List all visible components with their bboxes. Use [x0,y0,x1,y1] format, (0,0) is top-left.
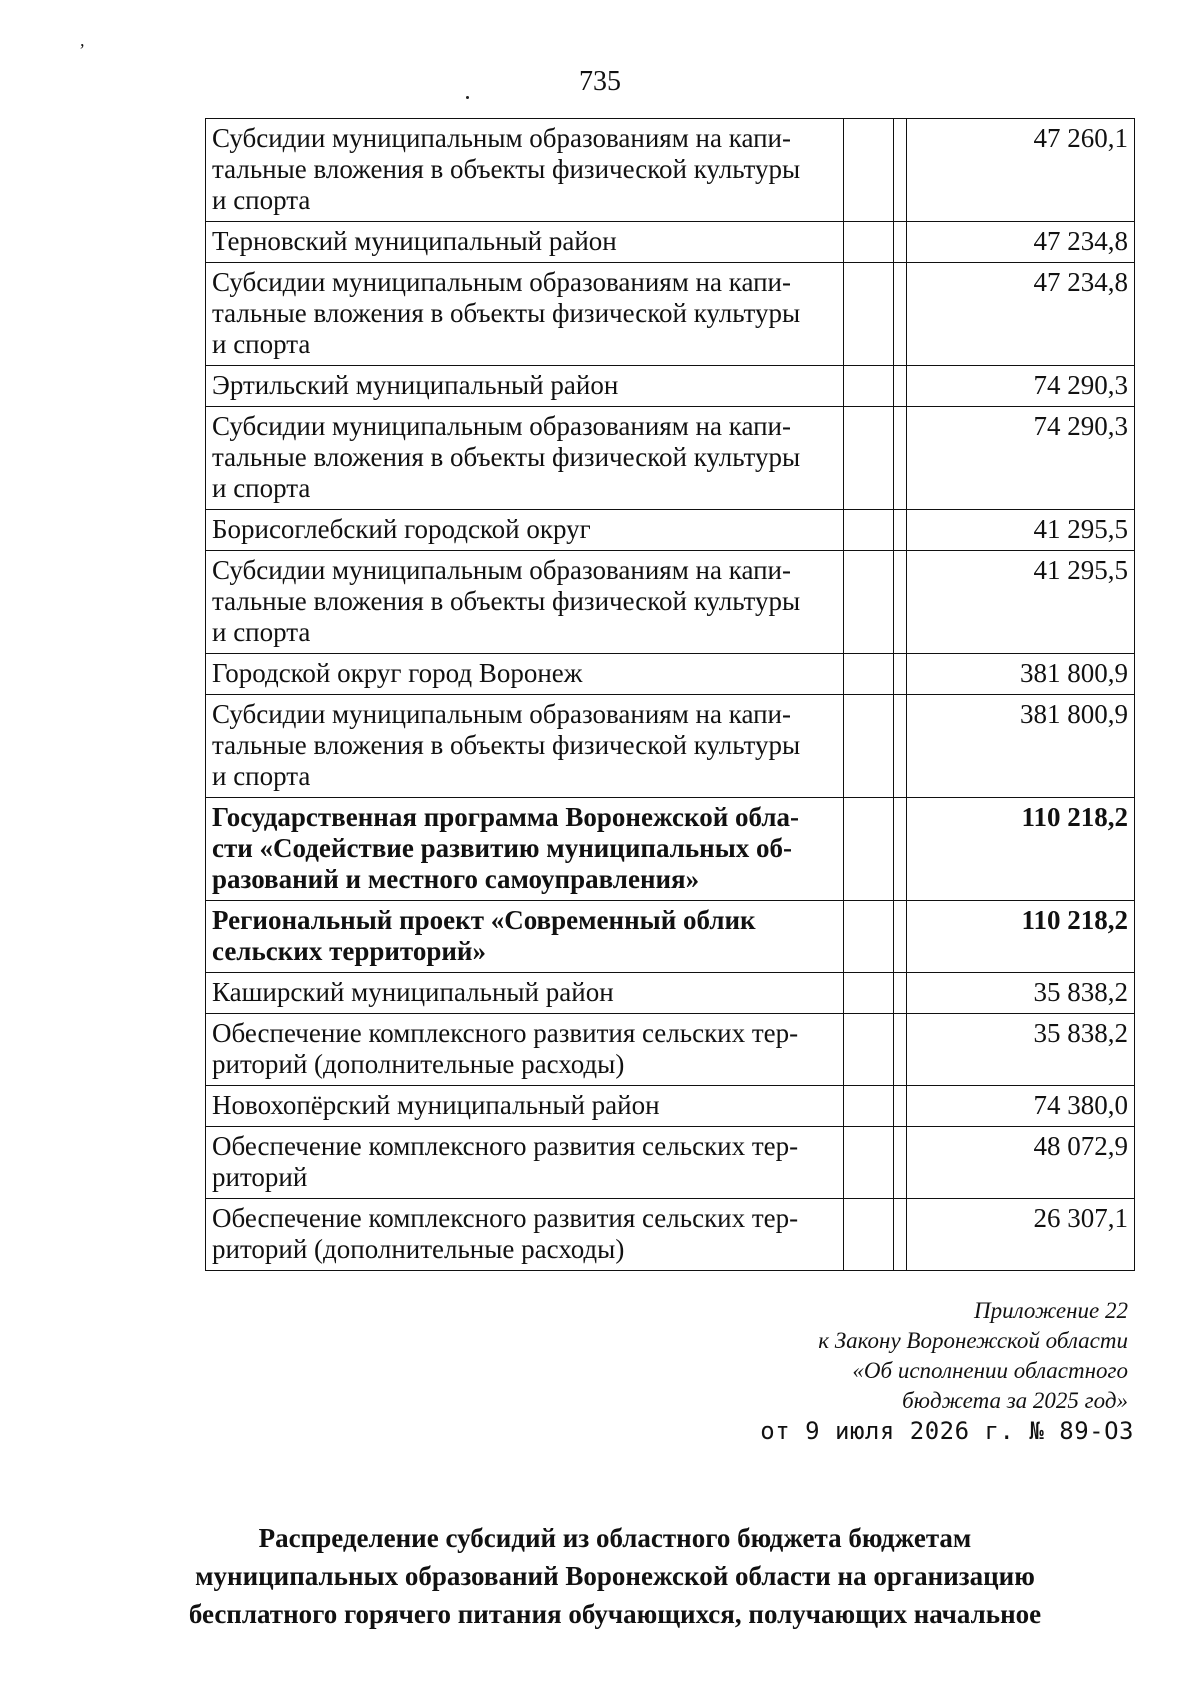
row-value-cell: 48 072,9 [907,1127,1135,1199]
row-value-cell: 41 295,5 [907,551,1135,654]
row-name-line: Обеспечение комплексного развития сельских тер- [212,1131,799,1161]
appendix-line: «Об исполнении областного [852,1358,1128,1383]
row-empty-cell [894,973,907,1014]
row-name-cell [206,1086,844,1127]
row-value-cell: 41 295,5 [907,510,1135,551]
table-row [206,510,1135,551]
row-value-cell: 110 218,2 [907,798,1135,901]
row-empty-cell [894,407,907,510]
row-name-cell [206,263,844,366]
row-empty-cell [894,551,907,654]
document-title-line: бесплатного горячего питания обучающихся, получающих начальное [188,1599,1042,1629]
row-empty-cell [894,1086,907,1127]
table-row [206,551,1135,654]
row-empty-cell [843,551,894,654]
row-empty-cell [894,119,907,222]
page-number: 735 [579,66,621,97]
row-empty-cell [843,119,894,222]
row-name-cell [206,119,844,222]
row-value-cell: 74 290,3 [907,407,1135,510]
row-empty-cell [843,654,894,695]
row-name-line: тальные вложения в объекты физической культуры [212,442,801,472]
row-name-line: Каширский муниципальный район [212,977,614,1007]
row-name-line: и спорта [212,329,311,359]
appendix-line: Приложение 22 [973,1298,1128,1323]
row-empty-cell [843,798,894,901]
table-row [206,119,1135,222]
row-empty-cell [894,1014,907,1086]
table-row [206,1086,1135,1127]
row-empty-cell [843,1086,894,1127]
table-row [206,222,1135,263]
row-name-line: Эртильский муниципальный район [212,370,619,400]
row-value-cell: 47 234,8 [907,263,1135,366]
row-value-cell: 47 234,8 [907,222,1135,263]
row-name-line: и спорта [212,473,311,503]
row-name-cell [206,510,844,551]
table-row [206,654,1135,695]
table-row [206,798,1135,901]
row-empty-cell [894,1127,907,1199]
table-row [206,366,1135,407]
row-value-cell: 35 838,2 [907,1014,1135,1086]
row-name-cell [206,973,844,1014]
table-row [206,901,1135,973]
row-name-line: Городской округ город Воронеж [212,658,583,688]
appendix-note [608,1296,1128,1416]
decree-stamp: от 9 июля 2026 г. № 89-ОЗ [760,1417,1134,1445]
budget-table [205,118,1135,1271]
row-name-cell [206,798,844,901]
row-name-line: тальные вложения в объекты физической культуры [212,154,801,184]
row-empty-cell [894,366,907,407]
row-empty-cell [843,1199,894,1271]
table-row [206,263,1135,366]
row-empty-cell [843,1127,894,1199]
row-value-cell: 47 260,1 [907,119,1135,222]
row-name-cell [206,366,844,407]
row-name-line: Обеспечение комплексного развития сельских тер- [212,1018,799,1048]
row-empty-cell [894,510,907,551]
stray-mark: , [80,30,85,50]
row-empty-cell [894,222,907,263]
row-empty-cell [843,1014,894,1086]
row-name-line: Новохопёрский муниципальный район [212,1090,660,1120]
row-empty-cell [843,901,894,973]
row-empty-cell [843,695,894,798]
row-value-cell: 110 218,2 [907,901,1135,973]
row-name-cell [206,551,844,654]
row-empty-cell [843,263,894,366]
budget-table-body [206,119,1135,1271]
row-name-line: сельских территорий» [212,936,486,966]
row-name-cell [206,695,844,798]
row-value-cell: 381 800,9 [907,654,1135,695]
row-name-line: разований и местного самоуправления» [212,864,700,894]
table-row [206,407,1135,510]
row-value-cell: 26 307,1 [907,1199,1135,1271]
table-row [206,695,1135,798]
row-name-line: Обеспечение комплексного развития сельских тер- [212,1203,799,1233]
table-row [206,1127,1135,1199]
row-name-cell [206,1014,844,1086]
row-empty-cell [843,407,894,510]
row-name-cell [206,407,844,510]
row-empty-cell [894,1199,907,1271]
row-name-line: Региональный проект «Современный облик [212,905,756,935]
row-name-line: Субсидии муниципальным образованиям на капи- [212,123,791,153]
row-empty-cell [843,973,894,1014]
row-name-line: сти «Содействие развитию муниципальных об- [212,833,793,863]
row-name-cell [206,654,844,695]
row-name-line: и спорта [212,761,311,791]
row-name-line: Терновский муниципальный район [212,226,617,256]
row-empty-cell [894,263,907,366]
document-title [150,1519,1080,1633]
row-name-line: тальные вложения в объекты физической культуры [212,298,801,328]
row-empty-cell [843,222,894,263]
row-empty-cell [843,510,894,551]
row-name-line: риторий [212,1162,308,1192]
row-name-cell [206,901,844,973]
row-empty-cell [843,366,894,407]
row-empty-cell [894,901,907,973]
row-name-cell [206,1127,844,1199]
row-name-line: Борисоглебский городской округ [212,514,591,544]
row-name-line: Государственная программа Воронежской обла- [212,802,799,832]
row-name-line: Субсидии муниципальным образованиям на капи- [212,411,791,441]
row-value-cell: 381 800,9 [907,695,1135,798]
row-empty-cell [894,798,907,901]
row-name-cell [206,1199,844,1271]
appendix-line: бюджета за 2025 год» [902,1388,1128,1413]
table-row [206,1199,1135,1271]
row-empty-cell [894,695,907,798]
row-name-line: тальные вложения в объекты физической культуры [212,586,801,616]
scan-dot [466,96,469,99]
appendix-line: к Закону Воронежской области [818,1328,1128,1353]
document-title-line: муниципальных образований Воронежской области на организацию [195,1561,1035,1591]
row-empty-cell [894,654,907,695]
table-row [206,973,1135,1014]
document-title-line: Распределение субсидий из областного бюджета бюджетам [258,1523,972,1553]
row-name-line: Субсидии муниципальным образованиям на капи- [212,555,791,585]
row-value-cell: 74 380,0 [907,1086,1135,1127]
row-name-line: Субсидии муниципальным образованиям на капи- [212,699,791,729]
row-name-line: риторий (дополнительные расходы) [212,1234,625,1264]
row-name-line: и спорта [212,185,311,215]
row-name-line: тальные вложения в объекты физической культуры [212,730,801,760]
row-name-line: риторий (дополнительные расходы) [212,1049,625,1079]
row-value-cell: 35 838,2 [907,973,1135,1014]
row-name-line: Субсидии муниципальным образованиям на капи- [212,267,791,297]
row-name-cell [206,222,844,263]
row-value-cell: 74 290,3 [907,366,1135,407]
row-name-line: и спорта [212,617,311,647]
table-row [206,1014,1135,1086]
